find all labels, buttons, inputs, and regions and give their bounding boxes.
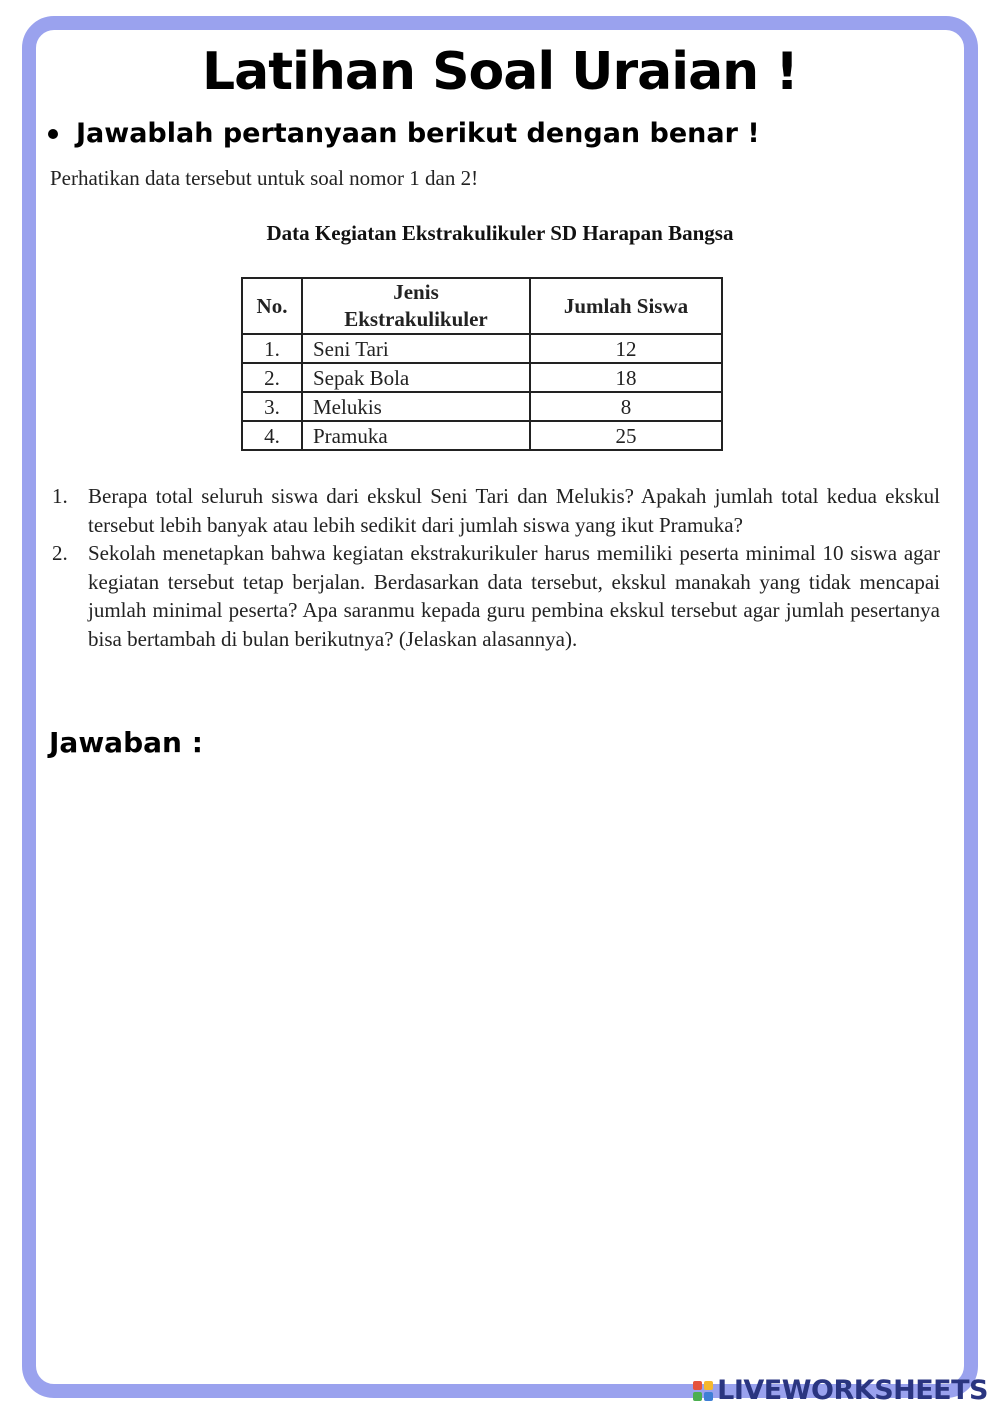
- cell-name: Seni Tari: [302, 334, 530, 363]
- header-jenis-line1: Jenis: [393, 280, 439, 304]
- answer-area[interactable]: [50, 780, 940, 1360]
- header-jenis-line2: Ekstrakulikuler: [344, 307, 488, 331]
- header-no: No.: [242, 278, 302, 334]
- instruction-text: Jawablah pertanyaan berikut dengan benar !: [76, 118, 760, 149]
- liveworksheets-logo[interactable]: [693, 1375, 988, 1406]
- table-row: [242, 334, 722, 363]
- page-title: Latihan Soal Uraian !: [201, 42, 799, 102]
- cell-name: Pramuka: [302, 421, 530, 450]
- cell-count: 8: [530, 392, 722, 421]
- table-header-row: [242, 278, 722, 334]
- question-item: [50, 482, 940, 539]
- cell-name: Melukis: [302, 392, 530, 421]
- answer-label: Jawaban :: [49, 726, 203, 759]
- cell-no: 4.: [242, 421, 302, 450]
- instruction: [48, 118, 760, 149]
- cell-count: 12: [530, 334, 722, 363]
- logo-square: [704, 1392, 713, 1401]
- question-list: [50, 482, 940, 653]
- question-number: 2.: [52, 541, 68, 565]
- table-row: [242, 392, 722, 421]
- intro-text: Perhatikan data tersebut untuk soal nomor 1 dan 2!: [50, 166, 479, 190]
- bullet-icon: [48, 129, 58, 139]
- question-text: Sekolah menetapkan bahwa kegiatan ekstrakurikuler harus memiliki peserta minimal 10 siswa agar kegiatan tersebut tetap berjalan. Berdasarkan data tersebut, ekskul manakah yang tidak mencapai jumlah minimal peserta? Apa saranmu kepada guru pembina ekskul tersebut agar jumlah pesertanya bisa bertambah di bulan berikutnya? (Jelaskan alasannya).: [88, 541, 940, 651]
- data-table: [241, 277, 723, 451]
- cell-count: 25: [530, 421, 722, 450]
- question-number: 1.: [52, 484, 68, 508]
- cell-no: 3.: [242, 392, 302, 421]
- brand-text: LIVEWORKSHEETS: [717, 1375, 988, 1406]
- liveworksheets-logo-icon: [693, 1381, 713, 1401]
- table-row: [242, 363, 722, 392]
- cell-name: Sepak Bola: [302, 363, 530, 392]
- logo-square: [693, 1392, 702, 1401]
- table-row: [242, 421, 722, 450]
- logo-square: [693, 1381, 702, 1390]
- table-title: Data Kegiatan Ekstrakulikuler SD Harapan Bangsa: [266, 221, 734, 245]
- header-jenis: [302, 278, 530, 334]
- cell-no: 2.: [242, 363, 302, 392]
- cell-no: 1.: [242, 334, 302, 363]
- question-text: Berapa total seluruh siswa dari ekskul Seni Tari dan Melukis? Apakah jumlah total kedua ekskul tersebut lebih banyak atau lebih sedikit dari jumlah siswa yang ikut Pramuka?: [88, 484, 940, 537]
- header-jumlah: Jumlah Siswa: [530, 278, 722, 334]
- logo-square: [704, 1381, 713, 1390]
- cell-count: 18: [530, 363, 722, 392]
- question-item: [50, 539, 940, 653]
